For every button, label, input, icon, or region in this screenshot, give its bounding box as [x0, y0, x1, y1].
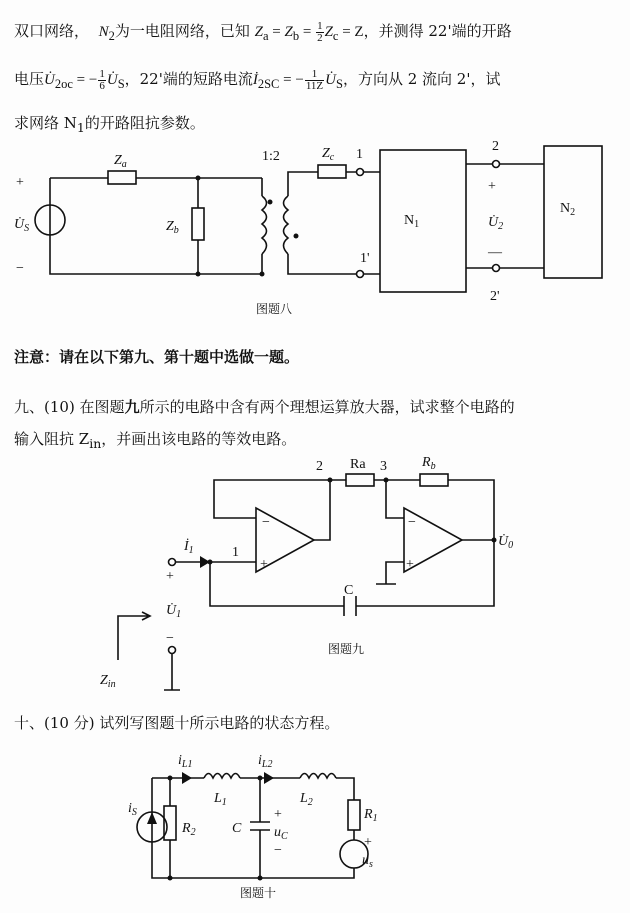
svg-text:2: 2 [492, 139, 499, 154]
svg-text:R1: $R_1$ [364, 807, 378, 824]
svg-text:Zc: $Z_c$ [322, 146, 335, 163]
svg-text:+: + [488, 179, 496, 194]
f10-us-source [340, 840, 368, 868]
svg-text:L2: $L_2$ [300, 791, 313, 808]
svg-text:Zin: $Z_{in}$ [100, 673, 116, 690]
svg-text:N2: $N_2$ [560, 201, 576, 218]
svg-text:2: 2 [316, 459, 323, 474]
svg-text:+: + [166, 569, 174, 584]
svg-text:Ra: Ra [350, 457, 366, 472]
f9-opamp-1 [256, 508, 314, 572]
note-text: 注意：请在以下第九、第十题中选做一题。 [14, 348, 300, 366]
f8-zc-resistor [318, 165, 346, 178]
svg-text:C: C [344, 583, 354, 598]
svg-text:iS: $i_S$ [128, 801, 137, 818]
f10-capacitor [250, 822, 270, 830]
f9-rb-resistor [420, 474, 448, 486]
svg-text:R2: $R_2$ [182, 821, 196, 838]
q8-line-2: 电压$U̇_{2oc}$ = − $\frac{1}{6}$ $U̇_S$，22'端的短路电流$İ_{2SC}$ = − $\frac{1}{11Z}$ $U̇_S$，方向从 2 流向 2'，试 [14, 68, 501, 93]
svg-text:N1: $N_1$ [404, 213, 420, 230]
f8-dot-secondary [294, 234, 299, 239]
f8-terminal-1p [357, 271, 364, 278]
svg-text:U̇1: $U̇_1$ [166, 603, 182, 620]
q9-line-2: 输入阻抗 $Z_{in}$，并画出该电路的等效电路。 [14, 430, 297, 451]
f9-capacitor [344, 596, 356, 616]
f10-il1-arrow [182, 772, 192, 784]
svg-text:İ1: $İ_1$ [184, 539, 194, 556]
svg-text:—: — [488, 245, 502, 260]
svg-text:Rb: $R_b$ [422, 455, 436, 472]
svg-text:iL1: $i_{L1}$ [178, 753, 193, 770]
f8-secondary-coil [284, 196, 289, 254]
svg-text:−: − [166, 631, 174, 646]
svg-text:U̇S: $U̇_S$ [14, 217, 30, 234]
f8-dot-primary [268, 200, 273, 205]
f8-terminal-2 [493, 161, 500, 168]
svg-text:+: + [260, 557, 268, 572]
f8-junction-a [196, 176, 201, 181]
f8-terminal-2p [493, 265, 500, 272]
f9-opamp-2 [404, 508, 462, 572]
svg-text:Zb: $Z_b$ [166, 219, 179, 236]
svg-text:+: + [16, 175, 24, 190]
svg-text:3: 3 [380, 459, 387, 474]
q8-line-3: 求网络 $N_1$的开路阻抗参数。 [14, 114, 205, 135]
f10-r1-resistor [348, 800, 360, 830]
f8-za-resistor [108, 171, 136, 184]
f10-l2-inductor [300, 774, 336, 779]
f9-zin-arrow [118, 612, 150, 660]
q9-line-1: 九、(10) 在图题九所示的电路中含有两个理想运算放大器，试求整个电路的 [14, 398, 515, 416]
f10-l1-inductor [204, 774, 240, 779]
svg-text:−: − [16, 261, 24, 276]
svg-text:+: + [274, 807, 282, 822]
svg-text:−: − [262, 515, 270, 530]
svg-text:C: C [232, 821, 242, 836]
f8-source-wire [50, 178, 262, 274]
svg-text:1:2: 1:2 [262, 149, 280, 164]
svg-text:uC: $u_C$ [274, 825, 288, 842]
f10-r2-resistor [164, 806, 176, 840]
f9-current-arrow [200, 556, 210, 568]
svg-text:us: $u_s$ [362, 853, 373, 870]
f8-n1-box [380, 150, 466, 292]
f8-zb-resistor [192, 208, 204, 240]
f8-terminal-1 [357, 169, 364, 176]
f8-junction-c [260, 272, 265, 277]
f9-bottom-terminal [169, 647, 176, 654]
svg-text:1': 1' [360, 251, 370, 266]
f10-is-arrow [147, 812, 157, 824]
svg-text:+: + [364, 835, 372, 850]
svg-text:U̇0: $U̇_0$ [498, 534, 514, 551]
f8-primary-coil [262, 196, 267, 254]
f10-il2-arrow [264, 772, 274, 784]
f9-input-terminal [169, 559, 176, 566]
svg-text:U̇2: $U̇_2$ [488, 215, 504, 232]
f9-ra-resistor [346, 474, 374, 486]
f8-junction-b [196, 272, 201, 277]
fig9-caption: 图题九 [328, 642, 365, 656]
svg-text:Za: $Z_a$ [114, 153, 127, 170]
fig10-caption: 图题十 [240, 886, 277, 900]
svg-text:1: 1 [232, 545, 239, 560]
svg-text:iL2: $i_{L2}$ [258, 753, 273, 770]
q10-line-1: 十、(10 分) 试列写图题十所示电路的状态方程。 [14, 714, 340, 732]
svg-text:L1: $L_1$ [214, 791, 227, 808]
svg-text:2': 2' [490, 289, 500, 304]
svg-text:1: 1 [356, 147, 363, 162]
fig8-caption: 图题八 [256, 302, 293, 316]
svg-text:−: − [274, 843, 282, 858]
f10-is-source [137, 812, 167, 842]
q8-line-1: 双口网络， $N_2$为一电阻网络，已知 $Z_a = Z_b$ = $\frac{1}{2}$ $Z_c = Z$，并测得 22'端的开路 [14, 20, 512, 45]
figure-8-circuit [0, 0, 630, 340]
svg-text:+: + [406, 557, 414, 572]
svg-text:−: − [408, 515, 416, 530]
